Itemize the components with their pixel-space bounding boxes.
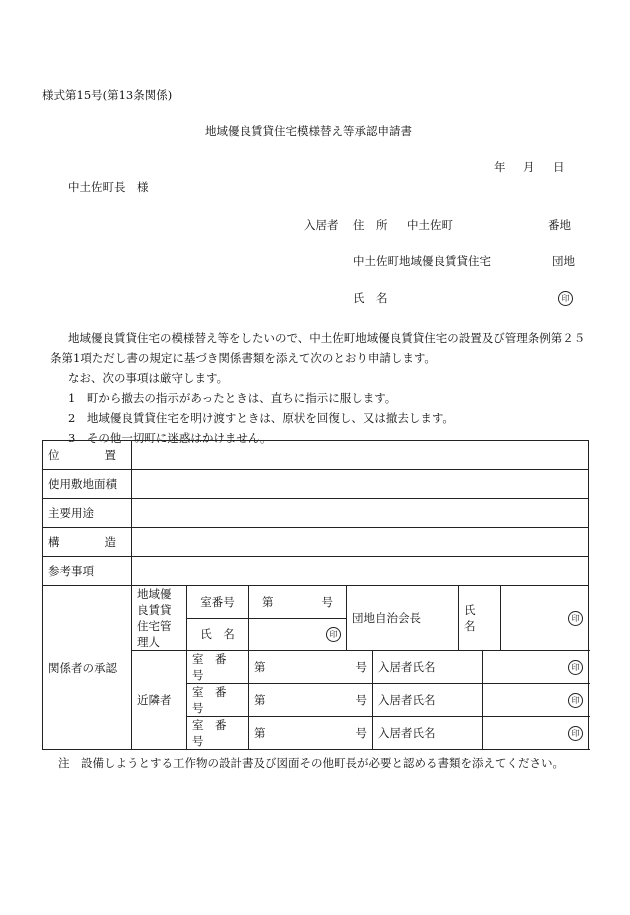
neighbor-resident-field[interactable] [483,684,589,717]
form-title: 地域優良賃貸住宅模様替え等承認申請書 [205,124,412,138]
neighbor-resident-label: 入居者氏名 [373,717,483,750]
date-day: 日 [553,160,565,174]
manager-name-label: 氏 名 [187,618,249,651]
neighbor-room-label: 室 番 号 [187,684,249,717]
form-number: 様式第15号(第13条関係) [42,88,173,102]
application-table [42,440,589,750]
neighbor-room-field[interactable]: 第 号 [249,684,373,717]
neighbor-room-field[interactable]: 第 号 [249,717,373,750]
consent-label: 関係者の承認 [43,586,132,750]
name-label: 氏 名 [353,291,388,305]
neighbor-seal-icon: 印 [568,693,583,708]
manager-label: 地域優良賃貸住宅管理人 [132,586,187,651]
manager-room-label: 室番号 [187,586,249,619]
neighbor-room-field[interactable]: 第 号 [249,651,373,684]
applicant-seal-icon: 印 [558,291,573,306]
main-use-field[interactable] [132,499,589,528]
assoc-seal-icon: 印 [568,611,583,626]
neighbor-room-label: 室 番 号 [187,651,249,684]
banchi-label: 番地 [548,218,571,232]
location-label: 位 置 [43,441,132,470]
location-field[interactable] [132,441,589,470]
manager-name-field[interactable] [249,618,347,651]
body-item-1: 1 町から撤去の指示があったときは、直ちに指示に服します。 [68,391,397,405]
neighbor-resident-field[interactable] [483,717,589,750]
body-item-2: 2 地域優良賃貸住宅を明け渡すときは、原状を回復し、又は撤去します。 [68,411,454,425]
neighbor-resident-label: 入居者氏名 [373,651,483,684]
neighbor-seal-icon: 印 [568,660,583,675]
body-paragraph-1: 地域優良賃貸住宅の模様替え等をしたいので、中土佐町地域優良賃貸住宅の設置及び管理条例第２５条第1項ただし書の規定に基づき関係書類を添えて次のとおり申請します。 [50,331,586,365]
housing-name: 中土佐町地域優良賃貸住宅 [353,254,491,268]
manager-seal-icon: 印 [326,627,341,642]
structure-label: 構 造 [43,528,132,557]
body-item-3: 3 その他一切町に迷惑はかけません。 [68,431,272,445]
neighbor-room-label: 室 番 号 [187,717,249,750]
reference-field[interactable] [132,557,589,586]
address-label: 住 所 [353,218,388,232]
neighbor-resident-label: 入居者氏名 [373,684,483,717]
footnote: 注 設備しようとする工作物の設計書及び図面その他町長が必要と認める書類を添えてください。 [58,756,564,770]
addressee: 中土佐町長 様 [68,180,149,194]
assoc-name-field[interactable] [501,586,589,651]
site-area-field[interactable] [132,470,589,499]
neighbor-seal-icon: 印 [568,726,583,741]
site-area-label: 使用敷地面積 [43,470,132,499]
assoc-chief-label: 団地自治会長 [347,586,459,651]
neighbors-label: 近隣者 [132,651,187,750]
date-year: 年 [494,160,506,174]
date-month: 月 [523,160,535,174]
body-text [50,328,590,448]
reference-label: 参考事項 [43,557,132,586]
address-value: 中土佐町 [407,218,453,232]
main-use-label: 主要用途 [43,499,132,528]
neighbor-resident-field[interactable] [483,651,589,684]
applicant-role: 入居者 [304,218,339,232]
assoc-name-label: 氏 名 [459,586,501,651]
structure-field[interactable] [132,528,589,557]
body-paragraph-2: なお、次の事項は厳守します。 [68,371,229,385]
manager-room-field[interactable]: 第 号 [249,586,347,619]
danchi-label: 団地 [552,254,575,268]
